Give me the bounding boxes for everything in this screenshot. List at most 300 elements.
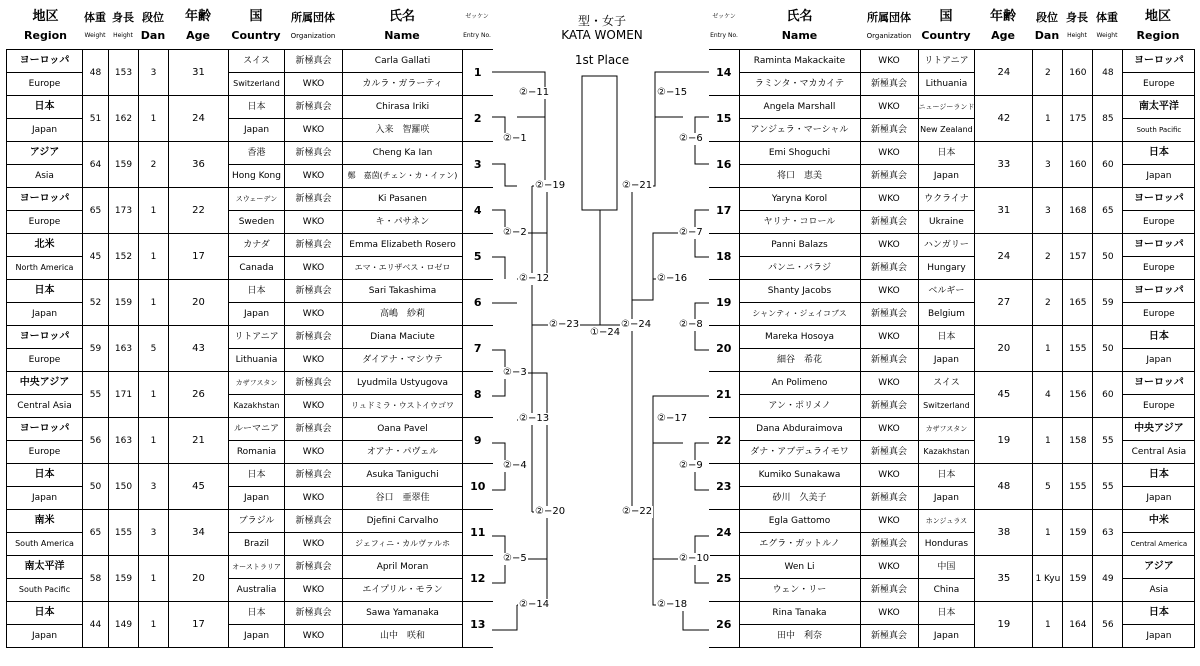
country-en: Japan (229, 119, 285, 142)
height: 163 (109, 418, 139, 464)
country-en: Lithuania (918, 73, 975, 96)
region-ja: アジア (1123, 556, 1195, 579)
header-region-ja-right: 地区 (1144, 9, 1171, 24)
entry-number: 14 (709, 50, 739, 96)
height: 156 (1063, 372, 1093, 418)
weight: 60 (1093, 372, 1123, 418)
name-en: An Polimeno (739, 372, 860, 395)
organization: WKO (285, 533, 343, 556)
region-en: Japan (7, 303, 83, 326)
country-ja: 香港 (229, 142, 285, 165)
header-dan-ja: 段位 (142, 11, 164, 24)
name-en: Asuka Taniguchi (343, 464, 463, 487)
organization: 新極真会 (285, 326, 343, 349)
country-ja: 日本 (918, 142, 975, 165)
region-ja: ヨーロッパ (1123, 280, 1195, 303)
country-ja: スイス (918, 372, 975, 395)
title-ja: 型・女子 (577, 14, 626, 28)
region-en: Europe (7, 211, 83, 234)
name-en: Panni Balazs (739, 234, 860, 257)
region-en: South America (7, 533, 83, 556)
region-en: Europe (7, 73, 83, 96)
entry-number: 21 (709, 372, 739, 418)
name-en: Cheng Ka Ian (343, 142, 463, 165)
region-en: Asia (7, 165, 83, 188)
age: 22 (169, 188, 229, 234)
header-org-en: Organization (290, 32, 336, 40)
region-en: Europe (1123, 303, 1195, 326)
name-ja: エマ・エリザベス・ロゼロ (343, 257, 463, 280)
name-ja: 高嶋 紗莉 (343, 303, 463, 326)
weight: 60 (1093, 142, 1123, 188)
dan: 1 (139, 280, 169, 326)
country-en: Japan (229, 303, 285, 326)
region-ja: 日本 (7, 464, 83, 487)
age: 19 (975, 418, 1033, 464)
organization: 新極真会 (285, 96, 343, 119)
dan: 1 (139, 372, 169, 418)
match-label-r7: ②−7 (679, 227, 703, 238)
age: 36 (169, 142, 229, 188)
weight: 55 (1093, 418, 1123, 464)
organization: WKO (860, 556, 918, 579)
organization: WKO (285, 625, 343, 648)
region-en: Europe (1123, 257, 1195, 280)
weight: 56 (1093, 602, 1123, 648)
organization: WKO (285, 303, 343, 326)
name-en: Diana Maciute (343, 326, 463, 349)
organization: WKO (285, 487, 343, 510)
region-ja: 南太平洋 (7, 556, 83, 579)
name-en: Sari Takashima (343, 280, 463, 303)
header-region-en: Region (24, 29, 67, 42)
match-label-r6: ②−6 (679, 133, 703, 144)
entry-number: 10 (463, 464, 493, 510)
region-en: Japan (7, 119, 83, 142)
height: 149 (109, 602, 139, 648)
height: 159 (109, 280, 139, 326)
region-ja: ヨーロッパ (1123, 372, 1195, 395)
country-ja: スイス (229, 50, 285, 73)
country-en: Japan (918, 487, 975, 510)
header-height-en-right: Height (1067, 32, 1087, 39)
organization: WKO (860, 142, 918, 165)
region-en: Europe (1123, 395, 1195, 418)
age: 45 (975, 372, 1033, 418)
weight: 45 (83, 234, 109, 280)
height: 159 (1063, 556, 1093, 602)
match-label-l5: ②−5 (503, 553, 527, 564)
match-label-r10: ②−10 (679, 553, 710, 564)
region-ja: 日本 (1123, 326, 1195, 349)
entry-number: 7 (463, 326, 493, 372)
name-en: Wen Li (739, 556, 860, 579)
match-label-l19: ②−19 (535, 180, 566, 191)
dan: 1 (139, 418, 169, 464)
weight: 44 (83, 602, 109, 648)
organization: WKO (860, 326, 918, 349)
country-ja: オーストラリア (229, 556, 285, 579)
organization: 新極真会 (860, 395, 918, 418)
height: 158 (1063, 418, 1093, 464)
dan: 4 (1033, 372, 1063, 418)
name-en: Djefini Carvalho (343, 510, 463, 533)
country-ja: ルーマニア (229, 418, 285, 441)
height: 159 (109, 556, 139, 602)
name-ja: エイプリル・モラン (343, 579, 463, 602)
dan: 1 (1033, 602, 1063, 648)
weight: 55 (83, 372, 109, 418)
organization: 新極真会 (285, 188, 343, 211)
organization: WKO (860, 96, 918, 119)
name-ja: リュドミラ・ウストイウゴワ (343, 395, 463, 418)
organization: 新極真会 (285, 602, 343, 625)
dan: 1 (139, 556, 169, 602)
region-en: Europe (1123, 211, 1195, 234)
country-ja: 日本 (229, 602, 285, 625)
country-ja: 日本 (918, 464, 975, 487)
height: 159 (109, 142, 139, 188)
country-en: China (918, 579, 975, 602)
name-ja: シャンティ・ジェイコブス (739, 303, 860, 326)
name-ja: アン・ポリメノ (739, 395, 860, 418)
age: 31 (169, 50, 229, 96)
entry-number: 18 (709, 234, 739, 280)
organization: WKO (285, 257, 343, 280)
organization: WKO (860, 510, 918, 533)
name-en: Carla Gallati (343, 50, 463, 73)
dan: 1 Kyu (1033, 556, 1063, 602)
organization: 新極真会 (285, 50, 343, 73)
country-en: Japan (918, 165, 975, 188)
organization: WKO (860, 50, 918, 73)
entry-number: 6 (463, 280, 493, 326)
entry-number: 16 (709, 142, 739, 188)
age: 42 (975, 96, 1033, 142)
age: 21 (169, 418, 229, 464)
name-en: Kumiko Sunakawa (739, 464, 860, 487)
organization: WKO (285, 165, 343, 188)
weight: 50 (1093, 234, 1123, 280)
weight: 65 (1093, 188, 1123, 234)
entry-number: 20 (709, 326, 739, 372)
region-en: Europe (7, 441, 83, 464)
organization: WKO (285, 441, 343, 464)
header-age-ja-right: 年齢 (989, 9, 1016, 24)
region-ja: 日本 (7, 602, 83, 625)
organization: 新極真会 (285, 372, 343, 395)
country-en: Lithuania (229, 349, 285, 372)
organization: 新極真会 (860, 533, 918, 556)
organization: 新極真会 (285, 510, 343, 533)
age: 27 (975, 280, 1033, 326)
height: 165 (1063, 280, 1093, 326)
weight: 49 (1093, 556, 1123, 602)
header-country-ja: 国 (249, 9, 263, 24)
region-en: Central Asia (1123, 441, 1195, 464)
organization: WKO (860, 372, 918, 395)
name-ja: ヤリナ・コロール (739, 211, 860, 234)
dan: 3 (139, 510, 169, 556)
region-ja: 中央アジア (7, 372, 83, 395)
name-en: Yaryna Korol (739, 188, 860, 211)
match-label-l14: ②−14 (519, 599, 550, 610)
age: 45 (169, 464, 229, 510)
age: 31 (975, 188, 1033, 234)
name-ja: ダナ・アブデュライモワ (739, 441, 860, 464)
name-ja: 細谷 希花 (739, 349, 860, 372)
weight: 51 (83, 96, 109, 142)
entry-number: 11 (463, 510, 493, 556)
height: 171 (109, 372, 139, 418)
match-label-r22: ②−22 (622, 506, 653, 517)
country-ja: カナダ (229, 234, 285, 257)
country-en: Japan (918, 625, 975, 648)
age: 33 (975, 142, 1033, 188)
dan: 5 (139, 326, 169, 372)
match-label-l12: ②−12 (519, 273, 550, 284)
name-ja: アンジェラ・マーシャル (739, 119, 860, 142)
height: 155 (1063, 464, 1093, 510)
weight: 48 (83, 50, 109, 96)
header-org-en-right: Organization (866, 32, 912, 40)
name-ja: ウェン・リー (739, 579, 860, 602)
region-en: South Pacific (1123, 119, 1195, 142)
dan: 2 (1033, 234, 1063, 280)
region-en: Central America (1123, 533, 1195, 556)
country-en: Brazil (229, 533, 285, 556)
organization: WKO (285, 73, 343, 96)
height: 164 (1063, 602, 1093, 648)
country-ja: ブラジル (229, 510, 285, 533)
dan: 3 (139, 464, 169, 510)
header-entry-ja: ゼッケン (465, 13, 489, 20)
header-name-en-right: Name (781, 29, 818, 42)
organization: 新極真会 (860, 625, 918, 648)
height: 173 (109, 188, 139, 234)
organization: WKO (285, 349, 343, 372)
entry-number: 25 (709, 556, 739, 602)
header-height-ja-right: 身長 (1066, 11, 1088, 24)
name-ja: ダイアナ・マシウテ (343, 349, 463, 372)
region-en: North America (7, 257, 83, 280)
height: 153 (109, 50, 139, 96)
weight: 85 (1093, 96, 1123, 142)
region-en: Japan (7, 625, 83, 648)
region-ja: 日本 (7, 96, 83, 119)
header-name-en: Name (384, 29, 420, 42)
country-ja: カザフスタン (229, 372, 285, 395)
organization: WKO (860, 234, 918, 257)
header-entry-ja-right: ゼッケン (712, 13, 736, 20)
country-ja: 日本 (229, 280, 285, 303)
country-ja: 中国 (918, 556, 975, 579)
name-en: Oana Pavel (343, 418, 463, 441)
height: 168 (1063, 188, 1093, 234)
name-en: Emi Shoguchi (739, 142, 860, 165)
weight: 50 (83, 464, 109, 510)
age: 19 (975, 602, 1033, 648)
country-en: Romania (229, 441, 285, 464)
region-ja: 南太平洋 (1123, 96, 1195, 119)
age: 38 (975, 510, 1033, 556)
region-ja: 北米 (7, 234, 83, 257)
organization: 新極真会 (860, 119, 918, 142)
name-ja: オアナ・パヴェル (343, 441, 463, 464)
entry-number: 1 (463, 50, 493, 96)
organization: 新極真会 (860, 257, 918, 280)
age: 17 (169, 602, 229, 648)
region-ja: 日本 (1123, 142, 1195, 165)
country-en: Canada (229, 257, 285, 280)
age: 20 (169, 556, 229, 602)
country-en: Australia (229, 579, 285, 602)
organization: WKO (860, 188, 918, 211)
organization: 新極真会 (860, 579, 918, 602)
match-label-r24: ②−24 (621, 319, 652, 330)
country-en: Switzerland (229, 73, 285, 96)
name-ja: 鄭 嘉茵(チェン・カ・イァン) (343, 165, 463, 188)
age: 35 (975, 556, 1033, 602)
match-label-r9: ②−9 (679, 460, 703, 471)
header-weight-en-right: Weight (1096, 32, 1118, 39)
country-ja: ベルギー (918, 280, 975, 303)
weight: 59 (83, 326, 109, 372)
match-label-r18: ②−18 (657, 599, 688, 610)
name-en: April Moran (343, 556, 463, 579)
region-en: Central Asia (7, 395, 83, 418)
header-entry-en-right: Entry No. (710, 32, 738, 39)
height: 155 (109, 510, 139, 556)
height: 152 (109, 234, 139, 280)
country-en: Kazakhstan (229, 395, 285, 418)
weight: 52 (83, 280, 109, 326)
weight: 58 (83, 556, 109, 602)
name-ja: 谷口 亜翠佳 (343, 487, 463, 510)
height: 150 (109, 464, 139, 510)
name-ja: 将口 恵美 (739, 165, 860, 188)
name-en: Rina Tanaka (739, 602, 860, 625)
region-en: Europe (7, 349, 83, 372)
name-ja: 山中 咲和 (343, 625, 463, 648)
region-ja: ヨーロッパ (1123, 188, 1195, 211)
name-en: Sawa Yamanaka (343, 602, 463, 625)
name-en: Egla Gattomo (739, 510, 860, 533)
region-en: Europe (1123, 73, 1195, 96)
weight: 63 (1093, 510, 1123, 556)
weight: 48 (1093, 50, 1123, 96)
name-ja: カルラ・ガラーティ (343, 73, 463, 96)
header-region-en-right: Region (1136, 29, 1180, 42)
organization: WKO (285, 211, 343, 234)
entry-number: 15 (709, 96, 739, 142)
country-ja: 日本 (918, 326, 975, 349)
age: 24 (975, 50, 1033, 96)
age: 43 (169, 326, 229, 372)
age: 20 (169, 280, 229, 326)
region-ja: 日本 (7, 280, 83, 303)
header-age-ja: 年齢 (184, 9, 211, 24)
header-name-ja: 氏名 (388, 9, 415, 24)
region-ja: 日本 (1123, 602, 1195, 625)
region-en: Japan (1123, 625, 1195, 648)
match-label-r21: ②−21 (622, 180, 653, 191)
country-ja: ニュージーランド (918, 96, 975, 119)
height: 175 (1063, 96, 1093, 142)
region-ja: アジア (7, 142, 83, 165)
region-en: Asia (1123, 579, 1195, 602)
match-label-r8: ②−8 (679, 319, 703, 330)
match-label-r17: ②−17 (657, 413, 688, 424)
entry-number: 8 (463, 372, 493, 418)
name-en: Lyudmila Ustyugova (343, 372, 463, 395)
region-en: Japan (1123, 349, 1195, 372)
name-en: Shanty Jacobs (739, 280, 860, 303)
region-ja: ヨーロッパ (7, 326, 83, 349)
weight: 55 (1093, 464, 1123, 510)
country-ja: リトアニア (229, 326, 285, 349)
dan: 1 (139, 188, 169, 234)
match-label-l13: ②−13 (519, 413, 550, 424)
country-en: Japan (918, 349, 975, 372)
entry-number: 9 (463, 418, 493, 464)
region-en: South Pacific (7, 579, 83, 602)
country-ja: リトアニア (918, 50, 975, 73)
organization: WKO (285, 119, 343, 142)
country-ja: 日本 (229, 96, 285, 119)
region-ja: 南米 (7, 510, 83, 533)
header-weight-ja: 体重 (84, 11, 106, 24)
organization: 新極真会 (860, 303, 918, 326)
header-country-en-right: Country (921, 29, 971, 42)
match-label-final: ①−24 (590, 327, 621, 338)
organization: 新極真会 (860, 441, 918, 464)
weight: 59 (1093, 280, 1123, 326)
match-label-l20: ②−20 (535, 506, 566, 517)
header-weight-ja-right: 体重 (1096, 11, 1118, 24)
dan: 1 (1033, 418, 1063, 464)
organization: WKO (860, 418, 918, 441)
entry-number: 19 (709, 280, 739, 326)
organization: WKO (860, 280, 918, 303)
country-en: New Zealand (918, 119, 975, 142)
dan: 1 (1033, 326, 1063, 372)
height: 159 (1063, 510, 1093, 556)
organization: 新極真会 (860, 349, 918, 372)
age: 24 (975, 234, 1033, 280)
region-ja: ヨーロッパ (7, 188, 83, 211)
name-en: Ki Pasanen (343, 188, 463, 211)
organization: 新極真会 (860, 487, 918, 510)
header-age-en-right: Age (991, 29, 1015, 42)
height: 162 (109, 96, 139, 142)
name-ja: キ・パサネン (343, 211, 463, 234)
match-label-l1: ②−1 (503, 133, 527, 144)
dan: 1 (139, 234, 169, 280)
age: 24 (169, 96, 229, 142)
region-en: Japan (1123, 165, 1195, 188)
country-en: Honduras (918, 533, 975, 556)
entry-number: 22 (709, 418, 739, 464)
header-height-ja: 身長 (112, 11, 134, 24)
match-label-r16: ②−16 (657, 273, 688, 284)
country-ja: ウクライナ (918, 188, 975, 211)
dan: 5 (1033, 464, 1063, 510)
dan: 1 (139, 602, 169, 648)
header-age-en: Age (186, 29, 210, 42)
name-ja: 砂川 久美子 (739, 487, 860, 510)
age: 17 (169, 234, 229, 280)
